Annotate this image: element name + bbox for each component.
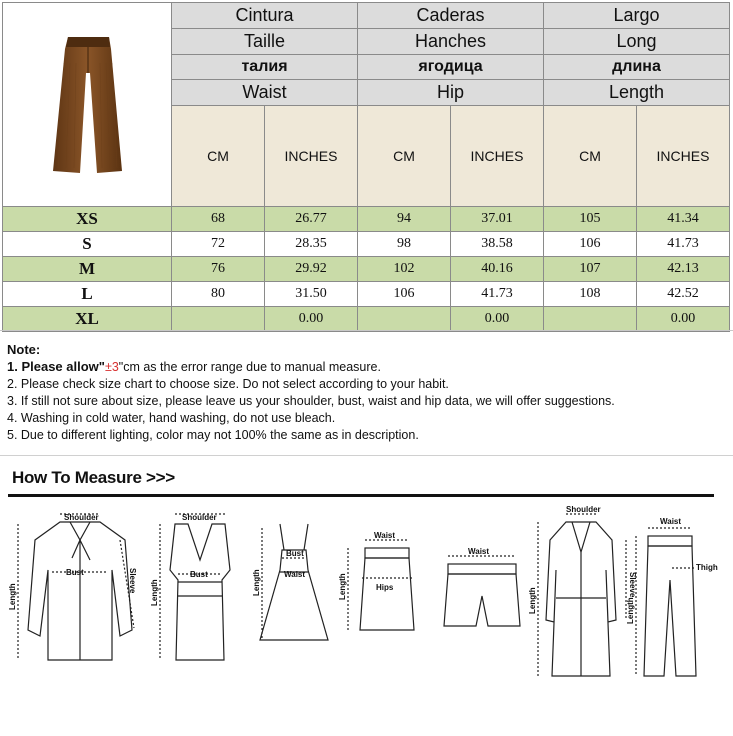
- waist-cm-cell: 72: [172, 232, 265, 257]
- header-waist-es: Cintura: [172, 3, 358, 29]
- size-label: M: [3, 257, 172, 282]
- header-length-es: Largo: [544, 3, 730, 29]
- waist-cm-cell: [172, 307, 265, 332]
- waist-inches-cell: 31.50: [265, 282, 358, 307]
- header-hip-en: Hip: [358, 80, 544, 106]
- label-length: Length: [252, 569, 261, 596]
- how-to-measure-title: How To Measure >>>: [12, 468, 175, 487]
- label-sleeve: Sleeve: [128, 568, 137, 594]
- hip-cm-cell: 106: [358, 282, 451, 307]
- waist-inches-cell: 0.00: [265, 307, 358, 332]
- corduroy-pants-image: [4, 3, 171, 201]
- note-1-suffix: "cm as the error range due to manual measure.: [118, 360, 381, 374]
- header-length-ru: длина: [544, 54, 730, 80]
- unit-hip-cm: CM: [358, 106, 451, 207]
- table-row: [3, 307, 730, 332]
- header-length-en: Length: [544, 80, 730, 106]
- note-line-3: 3. If still not sure about size, please leave us your shoulder, bust, waist and hip data, we will offer suggestions.: [7, 394, 615, 408]
- header-hip-fr: Hanches: [358, 28, 544, 54]
- label-waist: Waist: [374, 531, 396, 540]
- header-waist-fr: Taille: [172, 28, 358, 54]
- label-waist: Waist: [284, 570, 306, 579]
- label-length: Length: [150, 579, 159, 606]
- note-line-1: [7, 358, 727, 376]
- waist-cm-cell: 68: [172, 207, 265, 232]
- divider: [0, 455, 733, 456]
- table-row: [3, 232, 730, 257]
- waist-cm-cell: 80: [172, 282, 265, 307]
- length-cm-cell: 107: [544, 257, 637, 282]
- label-bust: Bust: [190, 570, 208, 579]
- hip-inches-cell: 38.58: [451, 232, 544, 257]
- length-inches-cell: 42.52: [637, 282, 730, 307]
- label-shoulder: Shoulder: [566, 505, 601, 514]
- length-cm-cell: 106: [544, 232, 637, 257]
- header-length-fr: Long: [544, 28, 730, 54]
- product-image: [3, 3, 172, 207]
- trench-coat-diagram: [538, 514, 626, 676]
- label-shoulder: Shoulder: [182, 513, 217, 522]
- label-waist: Waist: [660, 517, 682, 526]
- unit-length-cm: CM: [544, 106, 637, 207]
- length-inches-cell: 0.00: [637, 307, 730, 332]
- label-length: Length: [338, 573, 347, 600]
- tank-top-diagram: [160, 514, 230, 660]
- unit-hip-inches: INCHES: [451, 106, 544, 207]
- notes-title: Note:: [7, 342, 41, 357]
- label-sleeve: Sleeve: [628, 572, 637, 598]
- waist-inches-cell: 29.92: [265, 257, 358, 282]
- hip-inches-cell: 0.00: [451, 307, 544, 332]
- header-hip-es: Caderas: [358, 3, 544, 29]
- unit-waist-cm: CM: [172, 106, 265, 207]
- header-waist-ru: талия: [172, 54, 358, 80]
- header-waist-en: Waist: [172, 80, 358, 106]
- blouse-diagram: [18, 514, 134, 660]
- measurement-diagrams: [0, 500, 733, 736]
- size-label: L: [3, 282, 172, 307]
- label-length: Length: [626, 597, 635, 624]
- unit-waist-inches: INCHES: [265, 106, 358, 207]
- hip-cm-cell: 94: [358, 207, 451, 232]
- unit-length-inches: INCHES: [637, 106, 730, 207]
- hip-cm-cell: 102: [358, 257, 451, 282]
- table-row: [3, 257, 730, 282]
- label-waist: Waist: [468, 547, 490, 556]
- label-bust: Bust: [66, 568, 84, 577]
- dress-diagram: [260, 524, 328, 640]
- waist-inches-cell: 26.77: [265, 207, 358, 232]
- header-hip-ru: ягодица: [358, 54, 544, 80]
- hip-inches-cell: 37.01: [451, 207, 544, 232]
- shorts-diagram: [444, 556, 520, 626]
- divider: [0, 330, 733, 331]
- note-line-2: 2. Please check size chart to choose size. Do not select according to your habit.: [7, 377, 449, 391]
- label-shoulder: Shoulder: [64, 513, 99, 522]
- length-cm-cell: 108: [544, 282, 637, 307]
- hip-inches-cell: 41.73: [451, 282, 544, 307]
- length-inches-cell: 42.13: [637, 257, 730, 282]
- label-length: Length: [8, 583, 17, 610]
- length-inches-cell: 41.34: [637, 207, 730, 232]
- waist-cm-cell: 76: [172, 257, 265, 282]
- note-1-value: ±3: [104, 360, 119, 374]
- table-row: [3, 207, 730, 232]
- note-line-5: 5. Due to different lighting, color may not 100% the same as in description.: [7, 428, 419, 442]
- label-bust: Bust: [286, 549, 304, 558]
- table-row: [3, 282, 730, 307]
- label-hips: Hips: [376, 583, 394, 592]
- note-line-4: 4. Washing in cold water, hand washing, do not use bleach.: [7, 411, 336, 425]
- length-cm-cell: [544, 307, 637, 332]
- note-1-prefix: 1. Please allow": [7, 359, 105, 374]
- title-underline: [8, 494, 714, 497]
- length-cm-cell: 105: [544, 207, 637, 232]
- hip-inches-cell: 40.16: [451, 257, 544, 282]
- trousers-diagram: [636, 528, 696, 676]
- size-label: XL: [3, 307, 172, 332]
- size-label: XS: [3, 207, 172, 232]
- length-inches-cell: 41.73: [637, 232, 730, 257]
- label-length: Length: [528, 587, 537, 614]
- size-chart-table: [2, 2, 730, 332]
- hip-cm-cell: [358, 307, 451, 332]
- size-label: S: [3, 232, 172, 257]
- notes-section: [7, 341, 727, 444]
- hip-cm-cell: 98: [358, 232, 451, 257]
- label-thigh: Thigh: [696, 563, 718, 572]
- waist-inches-cell: 28.35: [265, 232, 358, 257]
